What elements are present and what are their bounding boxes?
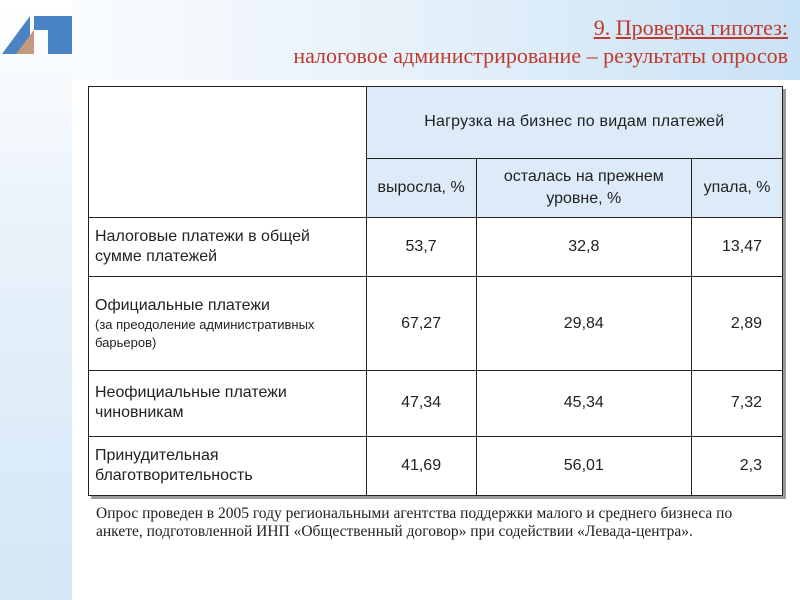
value-unchanged: 32,8 — [476, 217, 692, 276]
value-decreased: 2,3 — [692, 436, 783, 495]
value-increased: 47,34 — [366, 371, 476, 436]
value-decreased: 7,32 — [692, 371, 783, 436]
row-label: Официальные платежи — [95, 296, 270, 314]
value-increased: 67,27 — [366, 277, 476, 371]
table-row — [89, 371, 783, 436]
row-label: Налоговые платежи в общей сумме платежей — [89, 217, 367, 276]
column-header-unchanged: осталась на прежнем уровне, % — [476, 158, 692, 217]
row-note: (за преодоление административных барьеров) — [95, 316, 315, 350]
title-topic: Проверка гипотез: — [615, 15, 788, 40]
value-decreased: 2,89 — [692, 277, 783, 371]
slide-title — [293, 14, 788, 70]
survey-table — [88, 86, 783, 496]
column-header-decreased: упала, % — [692, 158, 783, 217]
group-header: Нагрузка на бизнес по видам платежей — [366, 87, 782, 159]
title-subtitle: налоговое администрирование – результаты опросов — [293, 43, 788, 68]
value-decreased: 13,47 — [692, 217, 783, 276]
value-unchanged: 29,84 — [476, 277, 692, 371]
left-sidebar-background — [0, 0, 72, 600]
title-number: 9. — [593, 15, 611, 40]
logo-blue-frame — [34, 16, 72, 54]
value-unchanged: 45,34 — [476, 371, 692, 436]
value-increased: 53,7 — [366, 217, 476, 276]
survey-footnote: Опрос проведен в 2005 году региональными агентства поддержки малого и среднего бизнеса по анкете, подготовленной ИНП «Общественный договор» при содействии «Левада-центра». — [96, 505, 733, 540]
table-row — [89, 217, 783, 276]
row-label-cell — [89, 277, 367, 371]
row-label: Неофициальные платежи чиновникам — [89, 371, 367, 436]
table-row — [89, 436, 783, 495]
value-increased: 41,69 — [366, 436, 476, 495]
value-unchanged: 56,01 — [476, 436, 692, 495]
table-row — [89, 277, 783, 371]
column-header-increased: выросла, % — [366, 158, 476, 217]
row-label: Принудительная благотворительность — [89, 436, 367, 495]
logo-icon — [0, 10, 76, 56]
table-corner-cell — [89, 87, 367, 218]
